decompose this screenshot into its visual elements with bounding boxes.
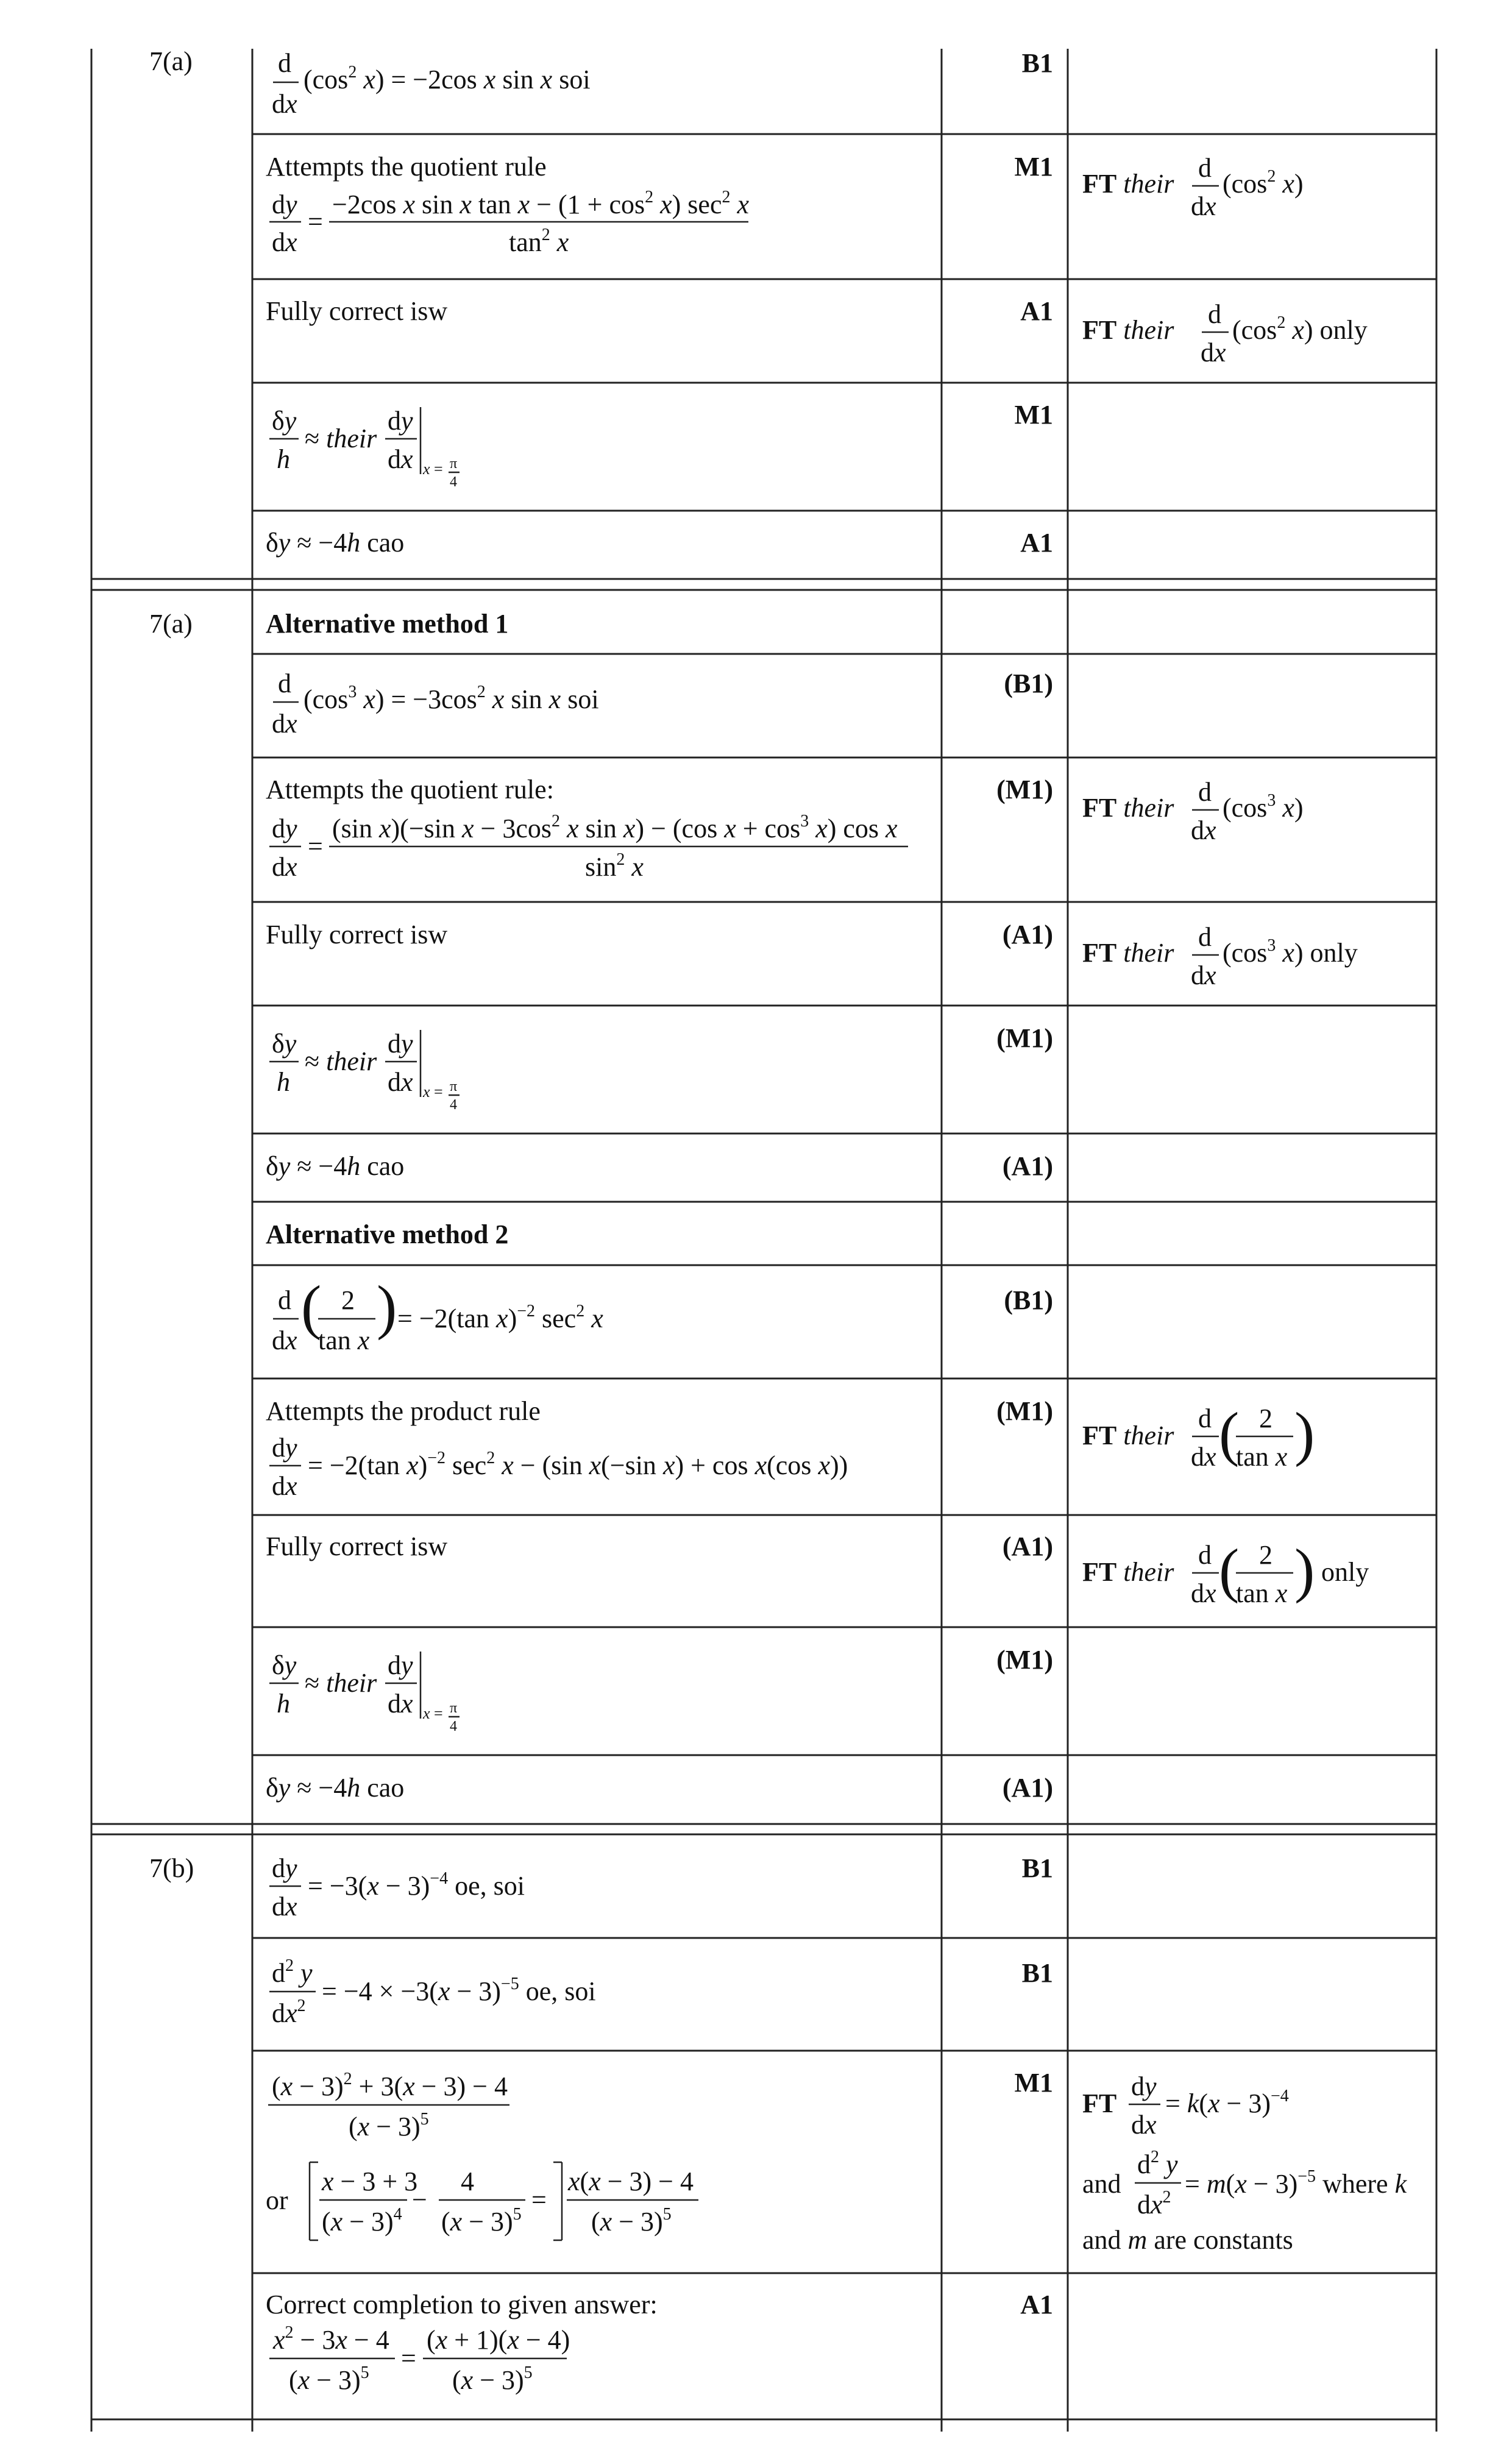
mark: (M1) [996, 775, 1053, 804]
svg-text:x2 − 3x − 4: $x^2 - 3x - 4$ [273, 2323, 389, 2355]
mark: A1 [1020, 296, 1053, 326]
svg-text:tan x: tan x [318, 1325, 370, 1355]
alt1-row-5: δy ≈ −4h cao [266, 1151, 405, 1181]
mark: M1 [1014, 400, 1053, 430]
svg-text:d: d [1208, 299, 1221, 329]
svg-text:FT their: FT their [1082, 1557, 1174, 1587]
svg-text:≈ their: ≈ their [305, 1668, 377, 1698]
svg-text:h: h [277, 444, 290, 474]
svg-text:(cos3 x) = −3cos2 x sin x soi: ($\cos^3$ $x) = -3\cos^2$ x sin x soi [303, 683, 599, 714]
alt1-row-2 [266, 775, 908, 882]
svg-text:dx2: $dx^2$ [272, 1996, 306, 2028]
svg-text:dx: dx [272, 227, 297, 257]
svg-text:(cos3 x): ($\cos^3$ x) [1223, 791, 1304, 823]
alt1-row-3: Fully correct isw [266, 920, 448, 949]
svg-text:h: h [277, 1689, 290, 1719]
svg-text:x =: x = [423, 460, 443, 478]
svg-text:(cos2 x) = −2cos x sin x soi: ($\cos^2$ x) = −2cos x sin x soi [303, 63, 591, 94]
svg-text:sin2 x: $\sin^2 x$ [585, 850, 644, 882]
svg-text:=: = [308, 831, 323, 861]
svg-text:or: or [266, 2185, 288, 2215]
svg-text:(x − 3)5: $(x - 3)^5$ [452, 2363, 533, 2395]
svg-text:dx: dx [1191, 1578, 1216, 1608]
svg-text:): ) [1294, 1400, 1315, 1467]
svg-text:4: 4 [450, 1719, 457, 1734]
svg-text:FT their: FT their [1082, 315, 1174, 345]
mark: A1 [1020, 528, 1053, 558]
mark: (A1) [1002, 920, 1053, 949]
svg-text:(sin x)(−sin x − 3cos2 x sin x: (sin x)(−sin $x - 3\cos^2$ x sin x) − (cos $x + \cos^3 x$) cos x [332, 812, 898, 843]
question-number: 7(a) [149, 609, 193, 639]
svg-text:dx: dx [1191, 191, 1216, 221]
mark: M1 [1014, 2068, 1053, 2098]
svg-text:dx: dx [272, 1325, 297, 1355]
svg-text:(x − 3)4: $(x - 3)^4$ [322, 2205, 402, 2237]
7b-row-1 [269, 1853, 525, 1921]
svg-text:tan x: tan x [1236, 1442, 1288, 1472]
svg-text:π: π [450, 1700, 458, 1716]
svg-text:(x − 3)5: $(x - 3)^5$ [441, 2205, 522, 2237]
svg-text:(x + 1)(x − 4): (x + 1)(x − 4) [427, 2325, 570, 2355]
svg-text:dy: dy [388, 406, 413, 436]
svg-text:only: only [1321, 1557, 1369, 1587]
alt2-row-5: δy ≈ −4h cao [266, 1773, 405, 1803]
mark: (M1) [996, 1023, 1053, 1053]
svg-text:−: − [412, 2185, 427, 2215]
alt1-row-4 [269, 1029, 460, 1113]
svg-text:d: d [1198, 922, 1212, 952]
svg-text:=: = [308, 207, 323, 236]
7b-guidance-3 [1082, 2071, 1408, 2255]
alt1-row-1 [272, 669, 599, 739]
svg-text:d: d [1198, 153, 1212, 183]
svg-text:dx: dx [272, 89, 297, 119]
svg-text:d: d [278, 1285, 291, 1315]
svg-text:(cos2 x): ($\cos^2$ x) [1223, 167, 1304, 199]
svg-text:= m(x − 3)−5 where k: = $m(x - 3)^{-5}$ where k [1185, 2167, 1407, 2199]
svg-text:(x − 3)2 + 3(x − 3) − 4: $(x - 3)^2 + 3(x - 3) - 4$ [272, 2070, 508, 2101]
svg-text:=: = [531, 2185, 547, 2215]
svg-text:4: 4 [461, 2166, 474, 2196]
alt1-guidance-3 [1082, 922, 1358, 990]
svg-text:d: d [1198, 1540, 1212, 1570]
alt2-row-3: Fully correct isw [266, 1531, 448, 1561]
svg-text:FT their: FT their [1082, 169, 1174, 199]
section-7a-main [149, 46, 1368, 558]
guidance-row-3 [1082, 299, 1368, 367]
svg-text:Attempts the quotient rule: Attempts the quotient rule [266, 152, 547, 182]
svg-text:dx: dx [1131, 2110, 1157, 2140]
svg-text:dy: dy [388, 1650, 413, 1680]
svg-text:): ) [377, 1273, 397, 1341]
svg-text:d2 y: $d^2$ y [1137, 2148, 1178, 2179]
svg-text:x =: x = [423, 1083, 443, 1101]
guidance-row-2 [1082, 153, 1304, 221]
svg-text:dx: dx [272, 852, 297, 882]
svg-text:FT their: FT their [1082, 938, 1174, 968]
svg-text:dy: dy [272, 1433, 297, 1463]
mark: (B1) [1004, 1285, 1053, 1315]
svg-text:= −2(tan x)−2 sec2 x: = −2(tan x)$^{-2}$ $\sec^2 x$ [397, 1302, 603, 1333]
svg-text:tan x: tan x [1236, 1578, 1288, 1608]
7b-row-3 [266, 2070, 698, 2240]
mark: (M1) [996, 1396, 1053, 1426]
working-row-3: Fully correct isw [266, 296, 448, 326]
svg-text:FT their: FT their [1082, 793, 1174, 823]
svg-text:Attempts the product rule: Attempts the product rule [266, 1396, 541, 1426]
svg-text:d: d [278, 48, 291, 78]
svg-text:x =: x = [423, 1705, 443, 1722]
svg-text:δy: δy [272, 1029, 297, 1059]
mark: M1 [1014, 152, 1053, 182]
svg-text:dy: dy [388, 1029, 413, 1059]
svg-text:dy: dy [272, 1853, 297, 1883]
7b-row-2 [269, 1956, 596, 2028]
svg-text:= k(x − 3)−4: = $k(x - 3)^{-4}$ [1165, 2087, 1289, 2118]
alt2-row-1 [272, 1273, 603, 1355]
svg-text:4: 4 [450, 1097, 457, 1113]
svg-text:≈ their: ≈ their [305, 1046, 377, 1076]
svg-text:dx2: $dx^2$ [1137, 2188, 1171, 2219]
alt2-row-4 [269, 1650, 460, 1734]
svg-text:δy: δy [272, 406, 297, 436]
svg-text:FT their: FT their [1082, 1421, 1174, 1450]
mark: B1 [1021, 48, 1053, 78]
svg-text:dx: dx [1201, 338, 1226, 367]
svg-text:dx: dx [1191, 1442, 1216, 1472]
mark: A1 [1020, 2290, 1053, 2319]
mark: (A1) [1002, 1151, 1053, 1181]
svg-text:(x − 3)5: $(x - 3)^5$ [349, 2110, 429, 2141]
svg-text:dy: dy [272, 814, 297, 843]
svg-text:x(x − 3) − 4: x(x − 3) − 4 [568, 2166, 694, 2196]
svg-text:π: π [450, 456, 458, 472]
svg-text:dx: dx [388, 1067, 413, 1097]
svg-text:FT: FT [1082, 2088, 1117, 2118]
svg-text:x − 3 + 3: x − 3 + 3 [322, 2166, 418, 2196]
working-row-1 [272, 48, 591, 119]
mark: (M1) [996, 1645, 1053, 1675]
svg-text:4: 4 [450, 474, 457, 490]
svg-text:(x − 3)5: $(x - 3)^5$ [289, 2363, 369, 2395]
svg-text:dx: dx [388, 1689, 413, 1719]
svg-text:Attempts the quotient rule:: Attempts the quotient rule: [266, 775, 554, 804]
section-7b [149, 1853, 1408, 2395]
working-row-2 [266, 152, 750, 257]
svg-text:−2cos x sin x tan x − (1 + cos: −2cos x sin x $\tan x - (1 + \cos^2 x)$ $\sec^2 x$ [332, 188, 750, 219]
section-7a-alternatives [149, 609, 1369, 1803]
svg-text:=: = [401, 2343, 416, 2373]
svg-text:dy: dy [1131, 2071, 1157, 2101]
svg-text:d2 y: $d^2$ y [272, 1956, 313, 1988]
alt2-row-2 [266, 1396, 848, 1501]
svg-text:2: 2 [1259, 1403, 1272, 1433]
mark: B1 [1021, 1958, 1053, 1988]
alt-method-2-heading: Alternative method 2 [266, 1219, 509, 1249]
svg-text:= −3(x − 3)−4 oe, soi: = $-3(x - 3)^{-4}$ oe, soi [308, 1869, 525, 1901]
svg-text:2: 2 [1259, 1540, 1272, 1570]
svg-text:dx: dx [388, 444, 413, 474]
7b-row-4 [266, 2290, 658, 2395]
alt1-guidance-2 [1082, 777, 1304, 845]
svg-text:(cos2 x) only: ($\cos^2$ x) only [1232, 313, 1368, 345]
svg-text:π: π [450, 1079, 458, 1095]
svg-text:d: d [1198, 777, 1212, 807]
svg-text:and: and [1082, 2169, 1121, 2199]
svg-text:(cos3 x) only: ($\cos^3$ x) only [1223, 936, 1358, 968]
svg-text:and m are constants: and m are constants [1082, 2225, 1293, 2255]
svg-text:dx: dx [272, 1471, 297, 1501]
svg-text:≈ their: ≈ their [305, 424, 377, 453]
svg-text:h: h [277, 1067, 290, 1097]
alt2-guidance-2 [1082, 1400, 1315, 1472]
svg-text:dx: dx [272, 1892, 297, 1921]
question-number: 7(a) [149, 46, 193, 76]
svg-text:(: ( [1219, 1400, 1240, 1467]
svg-text:dx: dx [1191, 960, 1216, 990]
alt-method-1-heading: Alternative method 1 [266, 609, 509, 639]
svg-text:δy: δy [272, 1650, 297, 1680]
svg-text:= −2(tan x)−2 sec2 x − (sin x(: = −2(tan x)$^{-2}$ $\sec^2 x - (\sin$ x(−sin x) + cos x(cos x)) [308, 1449, 848, 1480]
svg-text:d: d [278, 669, 291, 698]
mark: (B1) [1004, 669, 1053, 698]
working-row-5: δy ≈ −4h cao [266, 528, 405, 558]
question-number: 7(b) [149, 1853, 194, 1883]
mark: B1 [1021, 1853, 1053, 1883]
svg-text:d: d [1198, 1403, 1212, 1433]
mark: (A1) [1002, 1531, 1053, 1561]
svg-text:= −4 × −3(x − 3)−5 oe, soi: = $-4 \times -3(x - 3)^{-5}$ oe, soi [322, 1975, 596, 2006]
svg-text:): ) [1294, 1536, 1315, 1604]
svg-text:(: ( [1219, 1536, 1240, 1604]
svg-text:(x − 3)5: $(x - 3)^5$ [591, 2205, 672, 2237]
svg-text:(: ( [301, 1273, 322, 1341]
svg-text:2: 2 [341, 1285, 355, 1315]
svg-text:dx: dx [272, 709, 297, 739]
svg-text:Correct completion to given an: Correct completion to given answer: [266, 2290, 658, 2319]
working-row-4 [269, 406, 460, 490]
svg-text:tan2 x: $\tan^2 x$ [509, 225, 569, 257]
alt2-guidance-3 [1082, 1536, 1369, 1608]
svg-text:dy: dy [272, 190, 297, 219]
mark: (A1) [1002, 1773, 1053, 1803]
svg-text:dx: dx [1191, 815, 1216, 845]
